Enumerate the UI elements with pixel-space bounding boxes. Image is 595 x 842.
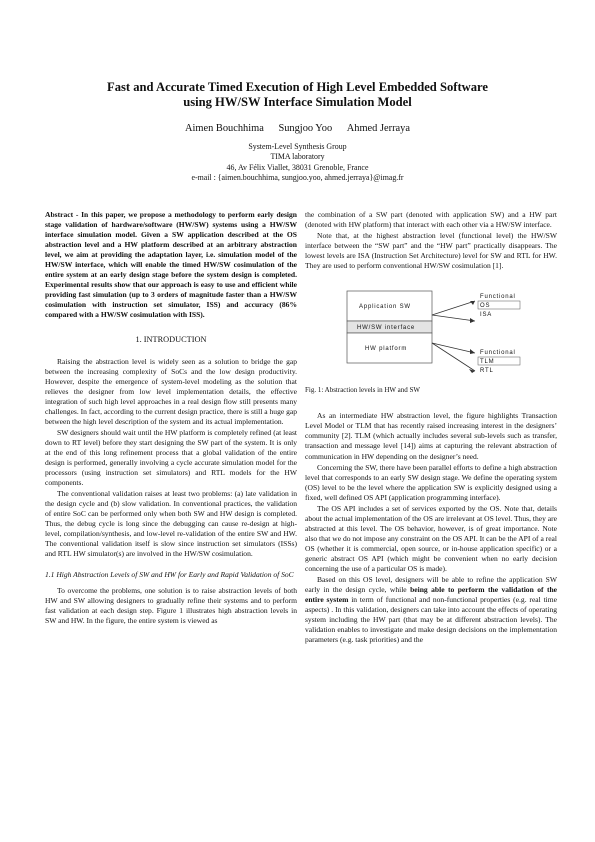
- author-list: [40, 122, 555, 135]
- affiliation: [40, 142, 555, 183]
- interface-label: HW/SW interface: [357, 325, 416, 332]
- intro-paragraph-2: SW designers should wait until the HW platform is completely refined (at least down to RT level) before they start designing the SW part of the system. It is only at the end of this long refinement process that a global validation of the entire design is performed, generally involving a cycle accurate simulation model for the processors (using instruction set simulators) and RTL models for the HW components.: [45, 427, 297, 488]
- author-3: Ahmed Jerraya: [346, 123, 410, 134]
- figure-1: [305, 285, 557, 381]
- right-paragraph-3: As an intermediate HW abstraction level, the figure highlights Transaction Level Model or TLM that has recently raised increasing interest in the designers’ community [2]. TLM (which actually includes several sub-levels such as transfer, transaction and message level [14]) aims at capturing the relevant abstraction of communication in HW depending on the designer’s need.: [305, 411, 557, 461]
- right-paragraph-6-part-a: Based on this OS level, designers will be able to refine the application SW early in the design cycle, while: [305, 575, 557, 595]
- sw-level-os: OS: [480, 303, 491, 310]
- right-paragraph-6-part-c: in term of functional and non-functional properties (e.g. real time aspects) . In this validation, designers can take into account the effects of operating system including the HW part (that may be at different abstraction levels). The validation enables to investigate and make design decisions on the implementation parameters (e.g. task priorities) and the: [305, 595, 557, 645]
- subsection-paragraph-1: To overcome the problems, one solution is to raise abstraction levels of both HW and SW allowing designers to gradually refine their systems and to perform fast validation at each design step. Figure 1 illustrates high abstraction levels in SW and HW. In the figure, the entire system is viewed as: [45, 585, 297, 625]
- hw-level-functional: Functional: [480, 350, 516, 357]
- hw-arrow-lower: [432, 343, 475, 371]
- right-paragraph-4: Concerning the SW, there have been parallel efforts to define a high abstraction level that corresponds to an early SW design stage. We define the operating system (OS) level to be the level where the application SW is explicitly designed using a fixed, well defined OS API (application programming interface).: [305, 462, 557, 502]
- hw-arrowhead-upper: [470, 349, 475, 354]
- sw-arrow-upper: [432, 301, 475, 315]
- affiliation-address: 46, Av Félix Viallet, 38031 Grenoble, France: [226, 162, 369, 172]
- author-1: Aimen Bouchhima: [185, 123, 264, 134]
- paper-title: [40, 80, 555, 110]
- app-sw-label: Application SW: [359, 304, 411, 311]
- right-paragraph-1: the combination of a SW part (denoted with application SW) and a HW part (denoted with HW platform) that interact with each other via a HW/SW interface.: [305, 210, 557, 230]
- title-line-1: Fast and Accurate Timed Execution of High Level Embedded Software: [107, 80, 488, 94]
- affiliation-lab: TIMA laboratory: [270, 152, 325, 162]
- subsection-heading-1-1: 1.1 High Abstraction Levels of SW and HW for Early and Rapid Validation of SoC: [45, 569, 294, 579]
- left-column: [45, 210, 297, 627]
- affiliation-email: e-mail : {aimen.bouchhima, sungjoo.yoo, ahmed.jerraya}@imag.fr: [191, 172, 404, 182]
- author-2: Sungjoo Yoo: [278, 123, 333, 134]
- right-paragraph-6-bold: being able to perform the validation of the entire system: [305, 585, 557, 605]
- right-paragraph-5: The OS API includes a set of services exported by the OS. Note that, details about the actual implementation of the OS are irrelevant at OS level. Thus, they are abstracted at this level. The OS behavior, however, is of great importance. Note also that we do not impose any constraint on the OS API. It can be the API of a real OS (whether it is commercial, open source, or in-house application specific) or a generic abstract OS API (which might be convenient when no early decision concerning the use of a particular OS is made).: [305, 503, 557, 574]
- right-column: [305, 210, 557, 646]
- sw-arrowhead-upper: [470, 301, 475, 305]
- hw-level-tlm: TLM: [480, 359, 495, 366]
- affiliation-group: System-Level Synthesis Group: [248, 142, 347, 151]
- sw-level-isa: ISA: [480, 312, 493, 319]
- hw-arrow-upper: [432, 343, 475, 353]
- right-paragraph-2: Note that, at the highest abstraction level (functional level) the HW/SW interface between the “SW part” and the “HW part” practically disappears. The lowest levels are ISA (Instruction Set Architecture) level for SW and RTL for HW. They are used to perform conventional HW/SW cosimulation [1].: [305, 231, 557, 271]
- sw-arrow-lower: [432, 315, 475, 321]
- hw-arrowhead-lower: [469, 369, 475, 373]
- title-line-2: using HW/SW Interface Simulation Model: [183, 95, 412, 109]
- section-heading-introduction: 1. INTRODUCTION: [135, 334, 207, 344]
- intro-paragraph-1: Raising the abstraction level is widely seen as a solution to bridge the gap between the increasing complexity of SoCs and the low design productivity. However, despite the emergence of system-level modeling as the solution that relieves the designer from low level implementation details, the effective integration of such high level approaches in a real design flow still presents many challenges. In fact, according to the current design practice, there is still a huge gap between the high level description of the system and its actual implementation.: [45, 356, 297, 426]
- figure-1-caption: Fig. 1: Abstraction levels in HW and SW: [305, 386, 420, 395]
- hw-platform-label: HW platform: [365, 346, 408, 353]
- sw-level-functional: Functional: [480, 294, 516, 301]
- right-paragraph-6: [305, 575, 557, 645]
- abstract: Abstract - In this paper, we propose a methodology to perform early design stage validation of hardware/software (HW/SW) systems using a HW/SW interface simulation model. Given a SW application described at the OS abstraction level and a HW platform described at an arbitrary abstraction level, we aim at providing the adaptation layer, i.e. simulation model of the HW/SW interface, which will enable the timed HW/SW cosimulation of the entire system at an early design stage before the system design is completed. Experimental results show that our approach is easy to use and efficient while providing fast simulation (up to 3 orders of magnitude faster than a HW/SW cosimulation with instruction set simulator, ISS) and accuracy (86% compared with a HW/SW cosimulation with ISS).: [45, 210, 297, 320]
- figure-1-diagram: [305, 285, 557, 381]
- hw-level-rtl: RTL: [480, 368, 494, 375]
- intro-paragraph-3: The conventional validation raises at least two problems: (a) late validation in the design cycle and (b) slow validation. In conventional practices, the validation of entire SoC can be performed only when both SW and HW design is completed. Thus, the debug cycle is long since the debugging can cause re-design at high-level, compilation/synthesis, and low-level re-validation of the entire SW and HW. The conventional validation itself is slow since instruction set simulators (ISSs) and RTL HW simulator(s) are involved in the HW/SW cosimulation.: [45, 489, 297, 559]
